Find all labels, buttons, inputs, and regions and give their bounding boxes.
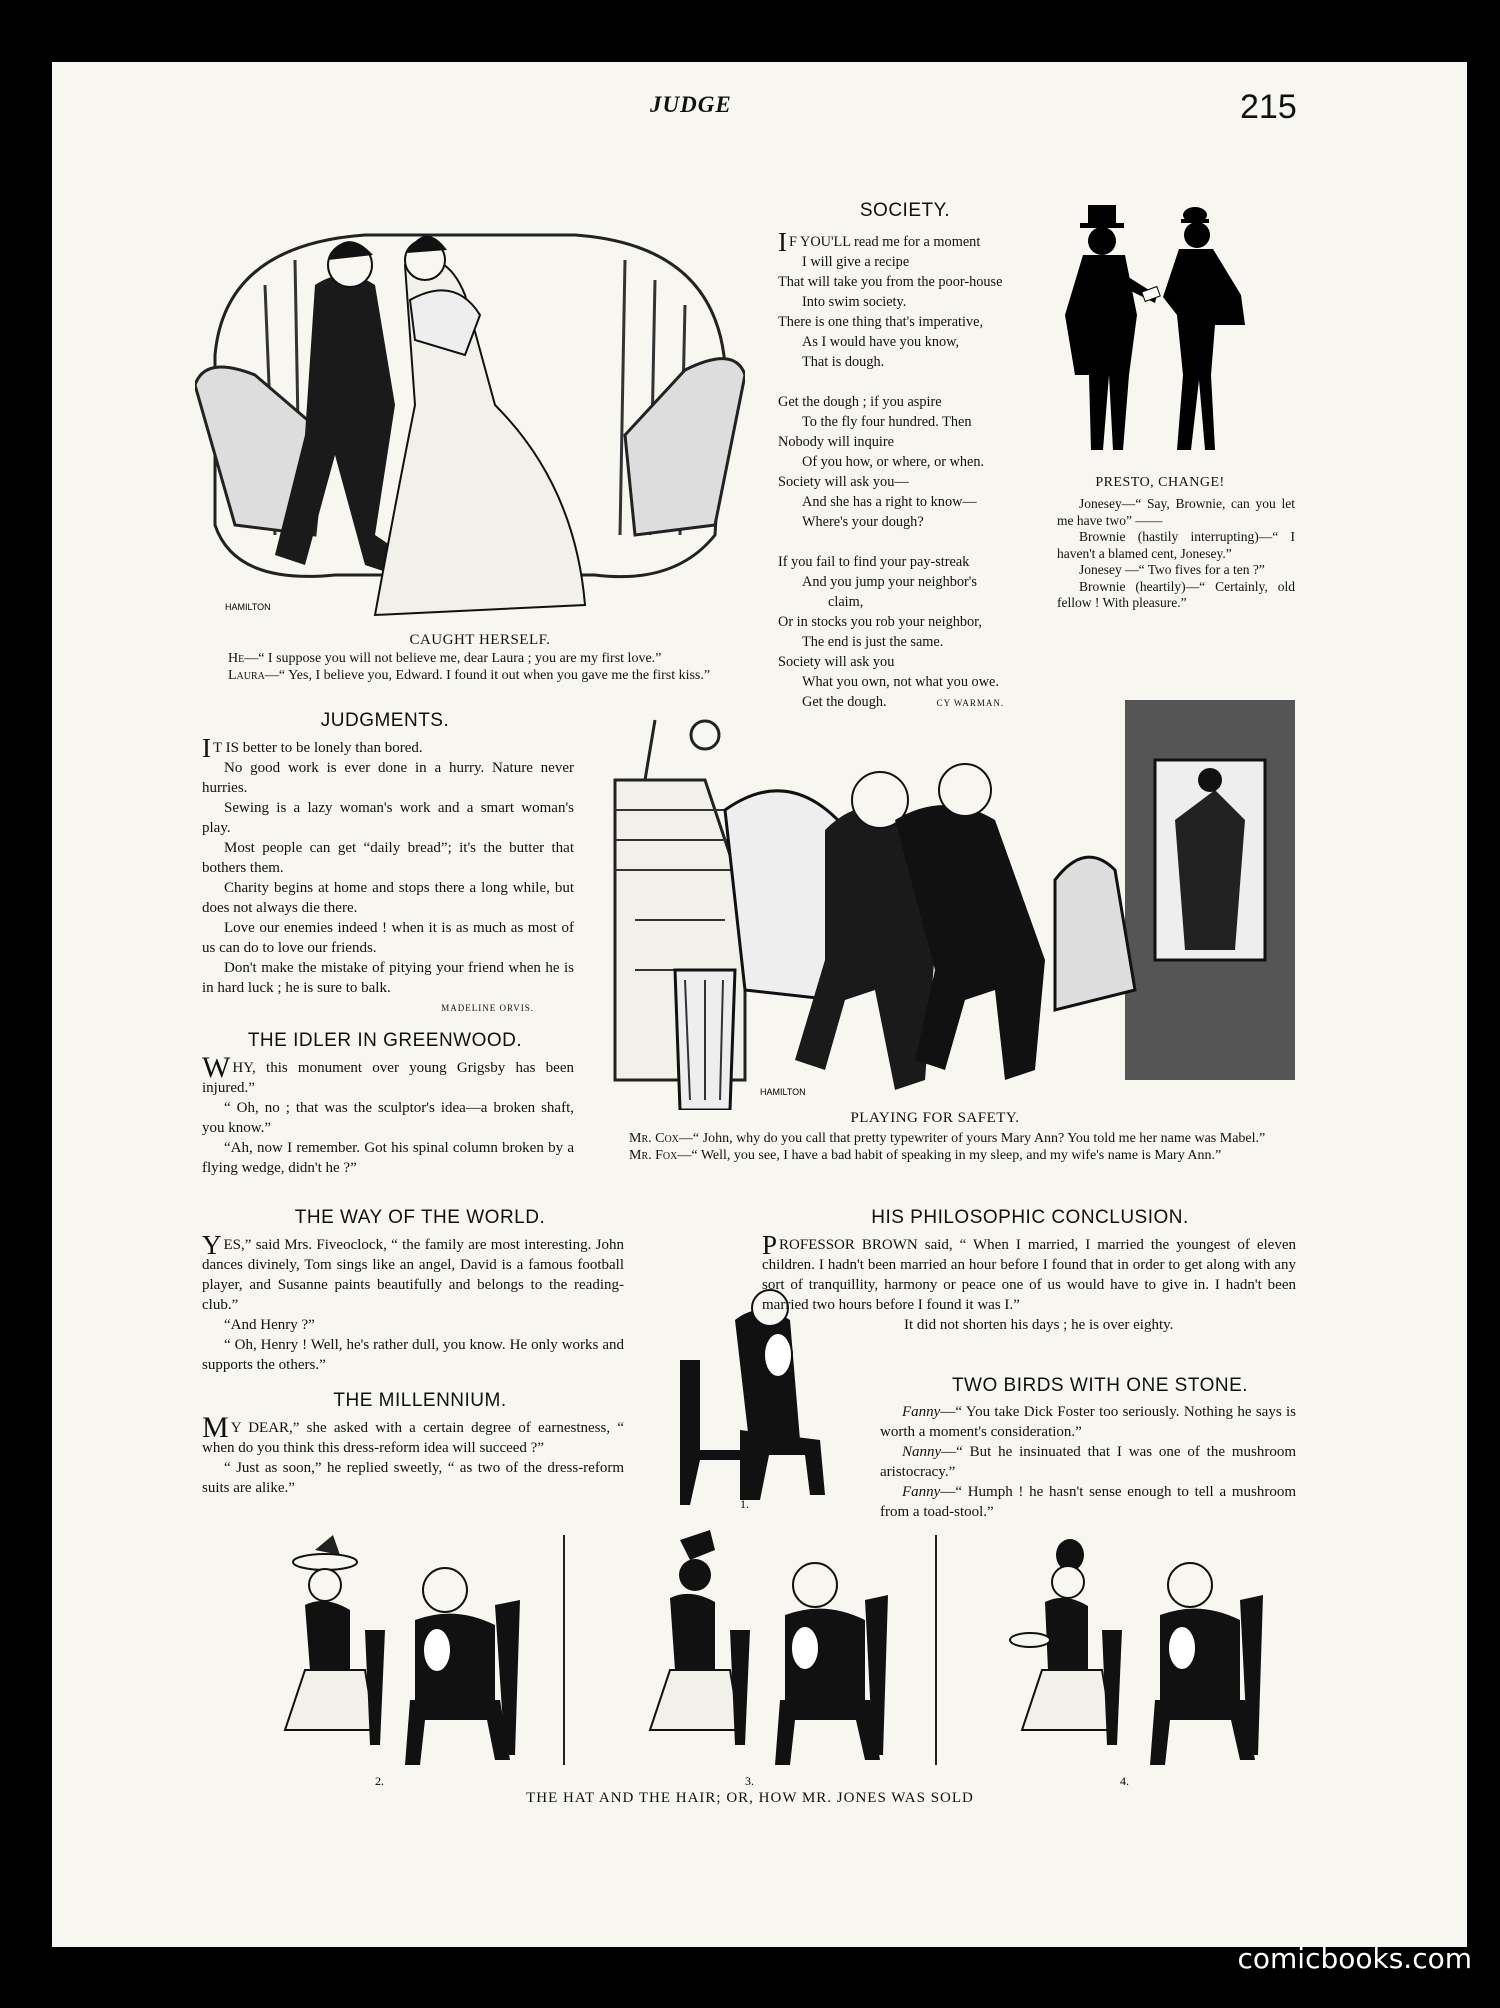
caught-herself-caption: CAUGHT HERSELF. — [409, 632, 551, 648]
playing-line-1: —“ John, why do you call that pretty typewriter of yours Mary Ann? You told me her name was Mabel.” — [678, 1131, 1266, 1146]
way-paragraph: ES,” said Mrs. Fiveoclock, “ the family are most interesting. John dances divinely, Tom sings like an angel, David is a famous football player, and Susanne paints beautifully and belongs to the reading-club.” — [202, 1237, 624, 1313]
society-line: That is dough. — [802, 354, 885, 370]
judgments-body — [202, 733, 574, 1018]
judgments-author: MADELINE ORVIS. — [441, 1003, 534, 1013]
idler-paragraph: HY, this monument over young Grigsby has been injured.” — [202, 1060, 574, 1096]
society-line: Into swim society. — [802, 294, 907, 310]
society-line: Get the dough. — [802, 694, 887, 710]
two-birds-line: —“ You take Dick Foster too seriously. Nothing he says is worth a moment's consideration.” — [880, 1404, 1296, 1440]
society-line: There is one thing that's imperative, — [778, 314, 984, 330]
source-watermark: comicbooks.com — [1237, 1942, 1472, 1975]
society-line: What you own, not what you owe. — [802, 674, 999, 690]
millennium-paragraph: Y DEAR,” she asked with a certain degree of earnestness, “ when do you think this dress-reform idea will succeed ?” — [202, 1420, 624, 1456]
society-line: Where's your dough? — [802, 514, 924, 530]
millennium-title: THE MILLENNIUM. — [333, 1390, 507, 1411]
presto-change-silhouettes — [1045, 205, 1275, 460]
society-line: Or in stocks you rob your neighbor, — [778, 614, 982, 630]
philosophic-paragraph: It did not shorten his days ; he is over eighty. — [904, 1317, 1174, 1333]
way-paragraph: “ Oh, Henry ! Well, he's rather dull, you know. He only works and supports the others.” — [202, 1337, 624, 1373]
society-line: And she has a right to know— — [802, 494, 977, 510]
presto-line: Jonesey—“ Say, Brownie, can you let me have two” —— — [1057, 496, 1295, 528]
two-birds-line: —“ Humph ! he hasn't sense enough to tell a mushroom from a toad-stool.” — [880, 1484, 1296, 1520]
strip-caption: THE HAT AND THE HAIR; OR, HOW MR. JONES WAS SOLD — [526, 1790, 974, 1806]
society-line: I will give a recipe — [802, 254, 910, 270]
society-poem — [778, 227, 1048, 713]
presto-line: Jonesey —“ Two fives for a ten ?” — [1079, 562, 1265, 577]
judgments-paragraph: Sewing is a lazy woman's work and a smart woman's play. — [202, 800, 574, 836]
page-number: 215 — [1240, 88, 1297, 126]
presto-line: Brownie (hastily interrupting)—“ I haven't a blamed cent, Jonesey.” — [1057, 529, 1295, 561]
society-line: As I would have you know, — [802, 334, 960, 350]
society-line: If you fail to find your pay-streak — [778, 554, 970, 570]
two-birds-speaker: Fanny — [902, 1484, 941, 1500]
playing-signature: HAMILTON — [760, 1087, 806, 1097]
playing-speaker-1: Mr. Cox — [629, 1131, 679, 1146]
two-birds-title: TWO BIRDS WITH ONE STONE. — [951, 1375, 1249, 1396]
society-line: Of you how, or where, or when. — [802, 454, 985, 470]
society-author: CY WARMAN. — [936, 698, 1005, 708]
millennium-drop-letter: M — [202, 1411, 229, 1444]
judgments-paragraph: Love our enemies indeed ! when it is as much as most of us can do to love our friends. — [202, 920, 574, 956]
way-drop-letter: Y — [202, 1230, 222, 1260]
two-birds-body — [880, 1402, 1296, 1522]
society-line: F YOU'LL read me for a moment — [789, 234, 981, 250]
society-line: That will take you from the poor-house — [778, 274, 1003, 290]
philosophic-body — [762, 1230, 1296, 1335]
playing-for-safety-illustration — [595, 700, 1295, 1110]
society-line: claim, — [828, 594, 864, 610]
judgments-title: JUDGMENTS. — [320, 710, 450, 731]
judgments-paragraph: Most people can get “daily bread”; it's the butter that bothers them. — [202, 840, 574, 876]
millennium-body — [202, 1411, 624, 1498]
caught-herself-line-1: —“ I suppose you will not believe me, dear Laura ; you are my first love.” — [244, 651, 662, 666]
way-of-world-body — [202, 1230, 624, 1375]
way-paragraph: “And Henry ?” — [224, 1317, 315, 1333]
strip-panel-4 — [960, 1530, 1290, 1790]
judgments-drop-letter: I — [202, 733, 211, 763]
presto-line: Brownie (heartily)—“ Certainly, old fellow ! With pleasure.” — [1057, 578, 1295, 610]
caught-herself-speaker-1: He — [228, 651, 245, 666]
idler-title: THE IDLER IN GREENWOOD. — [247, 1030, 523, 1051]
judgments-paragraph: No good work is ever done in a hurry. Nature never hurries. — [202, 760, 574, 796]
society-line: Get the dough ; if you aspire — [778, 394, 942, 410]
panel-number-2: 2. — [375, 1774, 384, 1788]
idler-drop-letter: W — [202, 1051, 231, 1084]
presto-caption: PRESTO, CHANGE! — [1095, 475, 1225, 490]
presto-dialogue — [1057, 496, 1295, 612]
society-line: Society will ask you — [778, 654, 895, 670]
society-title: SOCIETY. — [859, 200, 951, 221]
philosophic-drop-letter: P — [762, 1230, 778, 1260]
society-line: Nobody will inquire — [778, 434, 894, 450]
society-drop-letter: I — [778, 227, 787, 257]
way-of-world-title: THE WAY OF THE WORLD. — [294, 1207, 546, 1228]
strip-divider — [935, 1535, 937, 1765]
strip-panel-3 — [590, 1530, 920, 1790]
playing-speaker-2: Mr. Fox — [629, 1148, 678, 1163]
strip-panel-2 — [225, 1530, 555, 1790]
panel-number-3: 3. — [745, 1774, 754, 1788]
society-line: The end is just the same. — [802, 634, 944, 650]
caught-herself-speaker-2: Laura — [228, 668, 265, 683]
two-birds-speaker: Fanny — [902, 1404, 941, 1420]
idler-body — [202, 1051, 574, 1178]
society-line: And you jump your neighbor's — [802, 574, 977, 590]
caught-herself-illustration — [195, 205, 745, 635]
magazine-masthead: JUDGE — [650, 92, 732, 117]
philosophic-title: HIS PHILOSOPHIC CONCLUSION. — [871, 1207, 1189, 1228]
two-birds-line: —“ But he insinuated that I was one of the mushroom aristocracy.” — [880, 1444, 1296, 1480]
idler-paragraph: “Ah, now I remember. Got his spinal column broken by a flying wedge, didn't he ?” — [202, 1140, 574, 1176]
millennium-paragraph: “ Just as soon,” he replied sweetly, “ as two of the dress-reform suits are alike.” — [202, 1460, 624, 1496]
society-line: To the fly four hundred. Then — [802, 414, 972, 430]
panel-number-4: 4. — [1120, 1774, 1129, 1788]
judgments-paragraph: T IS better to be lonely than bored. — [213, 740, 423, 756]
playing-caption: PLAYING FOR SAFETY. — [850, 1110, 1020, 1126]
caught-herself-signature: HAMILTON — [225, 602, 271, 612]
playing-line-2: —“ Well, you see, I have a bad habit of speaking in my sleep, and my wife's name is Mary Ann.” — [677, 1148, 1222, 1163]
caught-herself-line-2: —“ Yes, I believe you, Edward. I found it out when you gave me the first kiss.” — [264, 668, 711, 683]
society-line: Society will ask you— — [778, 474, 909, 490]
caught-herself-dialogue — [200, 650, 758, 684]
judgments-paragraph: Don't make the mistake of pitying your friend when he is in hard luck ; he is sure to balk. — [202, 960, 574, 996]
strip-divider — [563, 1535, 565, 1765]
panel-number-1: 1. — [740, 1497, 749, 1510]
philosophic-paragraph: ROFESSOR BROWN said, “ When I married, I married the youngest of eleven children. I hadn't been married an hour before I found that in order to get along with any sort of tranquillity, harmony or peace one of us would have to give in. I hadn't been married two hours before I found it was I.” — [762, 1237, 1296, 1313]
judgments-paragraph: Charity begins at home and stops there a long while, but does not always die there. — [202, 880, 574, 916]
playing-dialogue — [597, 1130, 1297, 1164]
two-birds-speaker: Nanny — [902, 1444, 942, 1460]
idler-paragraph: “ Oh, no ; that was the sculptor's idea—a broken shaft, you know.” — [202, 1100, 574, 1136]
